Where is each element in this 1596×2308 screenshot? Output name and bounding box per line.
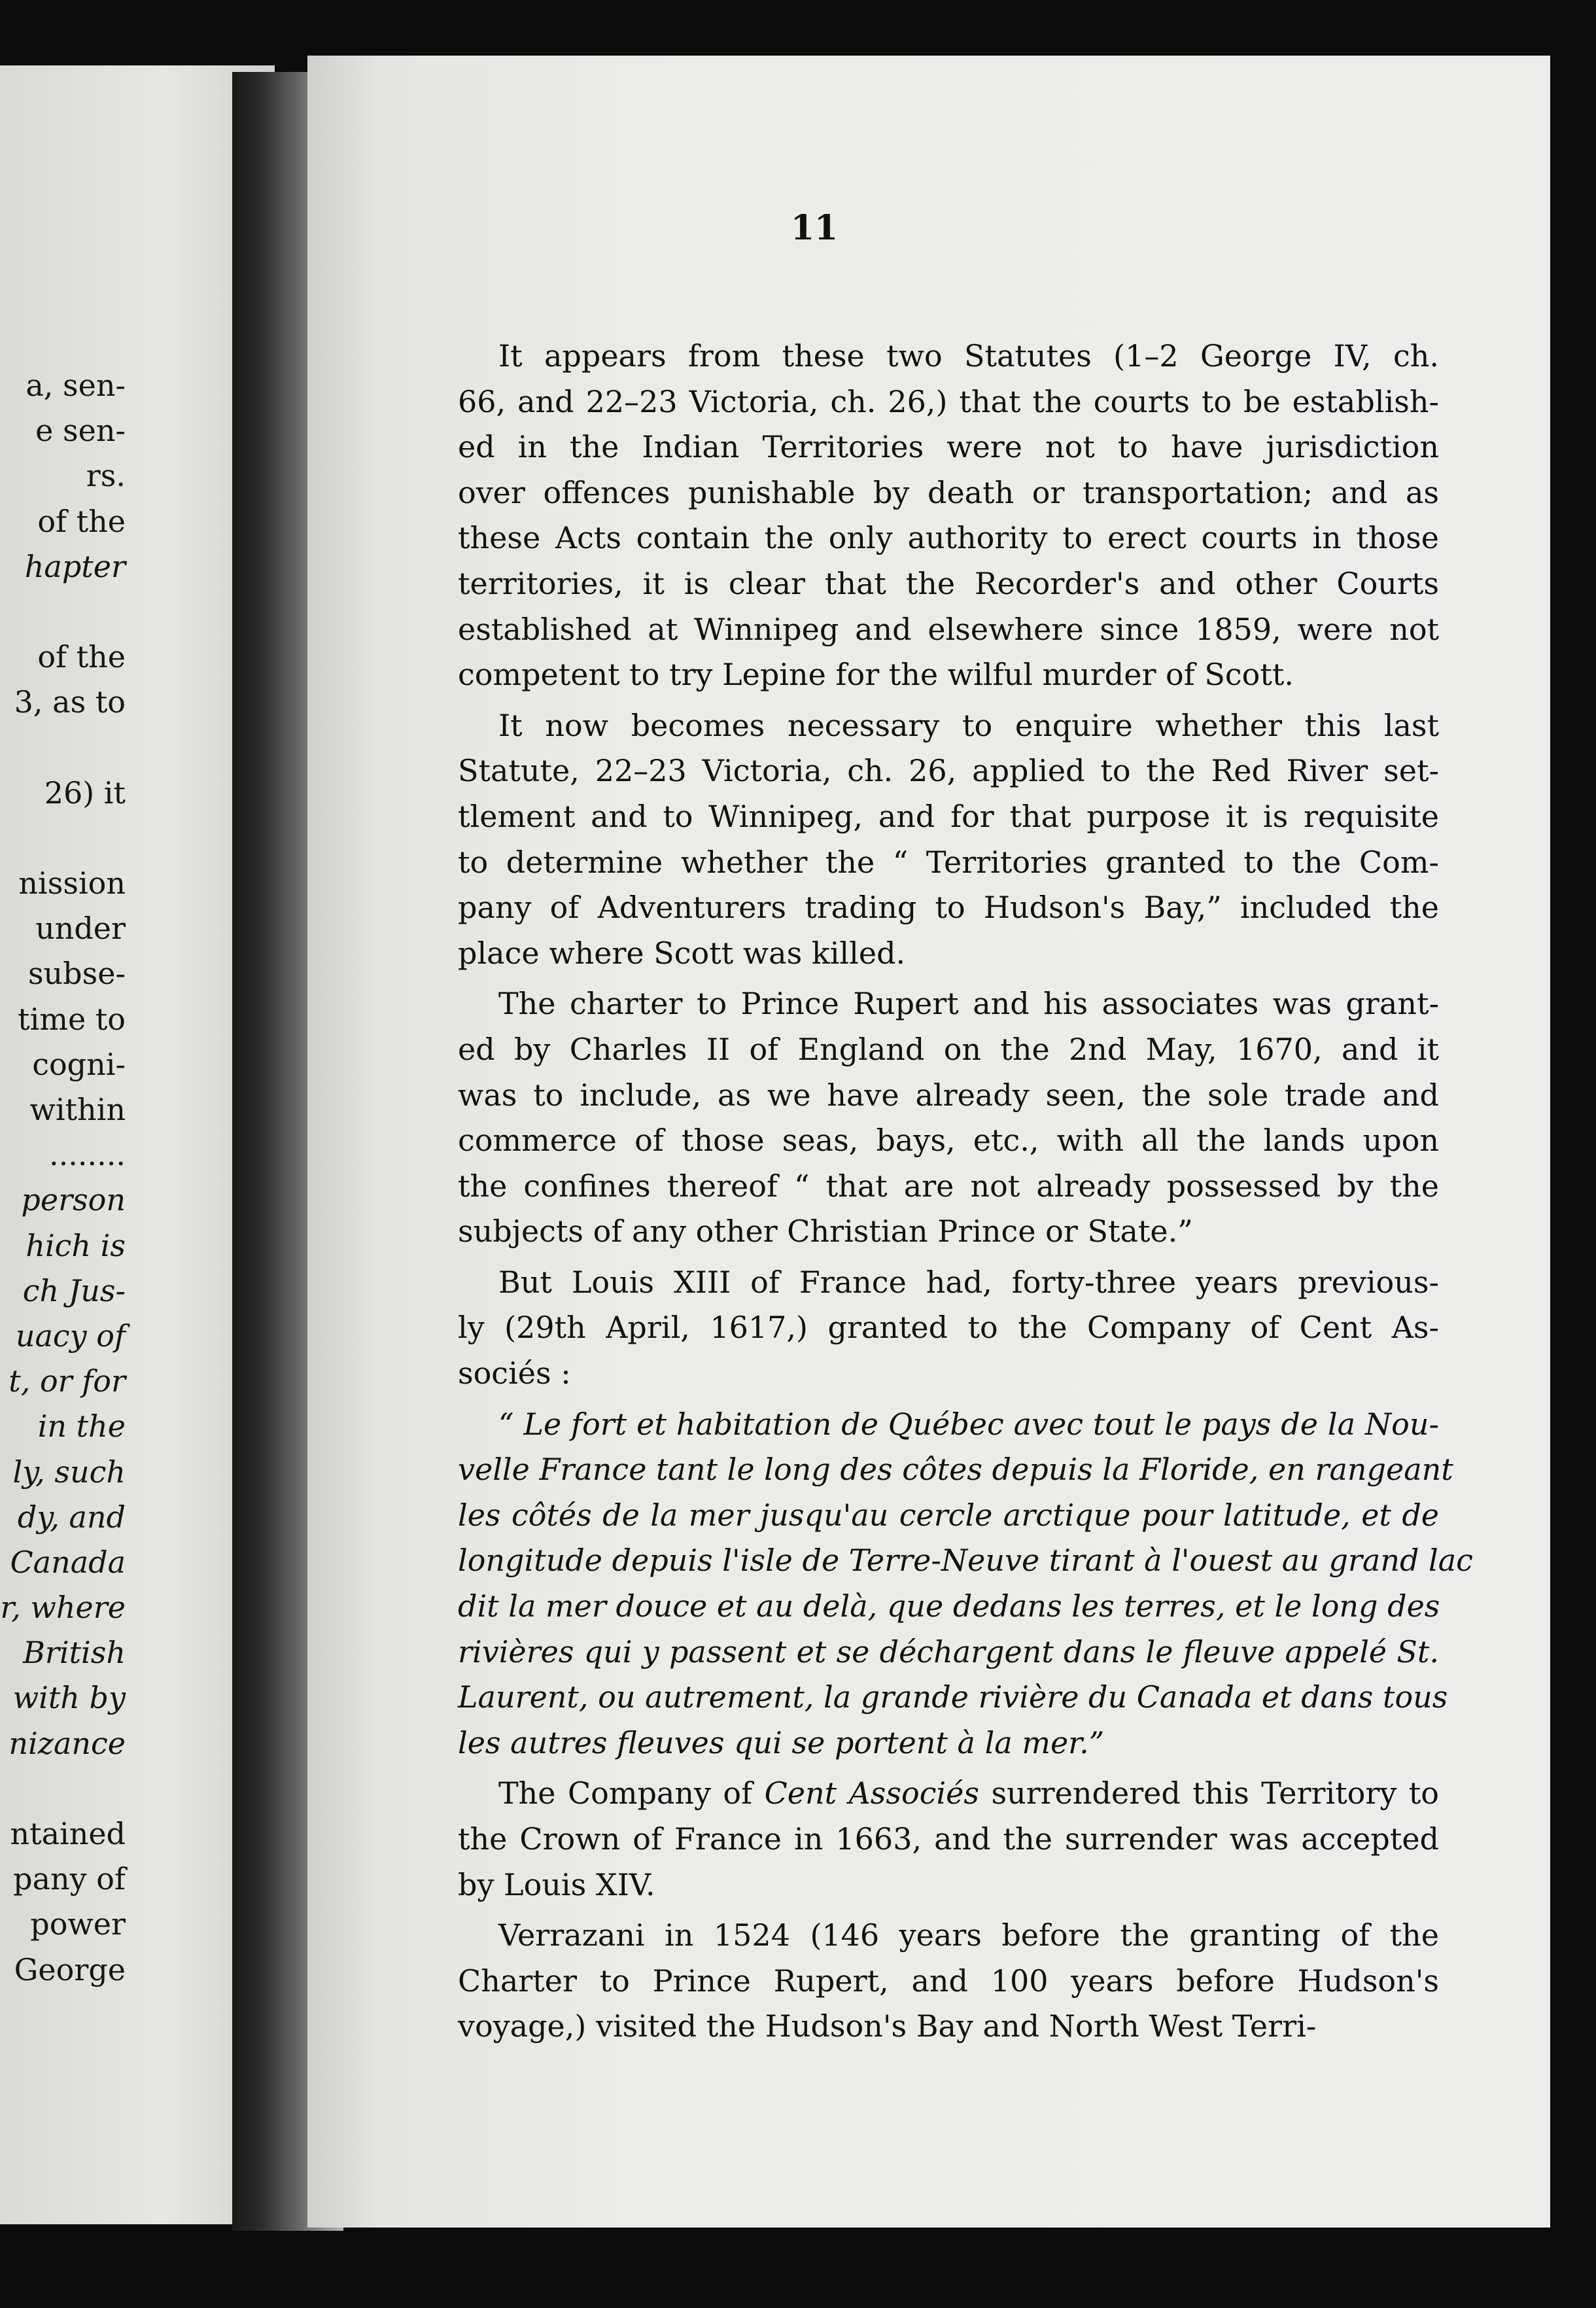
text-line: 66, and 22–23 Victoria, ch. 26,) that the courts to be establish- bbox=[458, 383, 1439, 419]
text-line: It appears from these two Statutes (1–2 George IV, ch. bbox=[498, 338, 1439, 374]
left-page-line: Canada bbox=[10, 1544, 126, 1580]
text-line: the Crown of France in 1663, and the surrender was accepted bbox=[458, 1821, 1439, 1857]
left-page-line: dy, and bbox=[17, 1499, 126, 1535]
text-line: Laurent, ou autrement, la grande rivière du Canada et dans tous bbox=[458, 1679, 1448, 1715]
text-line: by Louis XIV. bbox=[458, 1866, 655, 1902]
left-page-line: ........ bbox=[49, 1137, 126, 1173]
left-page-line: British bbox=[23, 1635, 126, 1671]
left-page-line: within bbox=[29, 1092, 126, 1127]
text-line: les côtés de la mer jusqu'au cercle arctique pour latitude, et de bbox=[458, 1497, 1439, 1533]
paragraph bbox=[458, 981, 1439, 1255]
left-page-line: rs. bbox=[86, 458, 126, 494]
italic-phrase: Cent Associés bbox=[764, 1775, 980, 1811]
text-line: les autres fleuves qui se portent à la mer.” bbox=[458, 1724, 1105, 1760]
left-page-line: nission bbox=[18, 866, 126, 901]
left-page-line: of the bbox=[37, 639, 126, 675]
text-line: “ Le fort et habitation de Québec avec tout le pays de la Nou- bbox=[498, 1406, 1439, 1442]
text-line: subjects of any other Christian Prince or State.” bbox=[458, 1214, 1193, 1250]
text-line: territories, it is clear that the Recorder's and other Courts bbox=[458, 565, 1439, 601]
text-line: dit la mer douce et au delà, que dedans les terres, et le long des bbox=[458, 1588, 1440, 1624]
text-line: to determine whether the “ Territories granted to the Com- bbox=[458, 844, 1439, 880]
text-line: commerce of those seas, bays, etc., with all the lands upon bbox=[458, 1123, 1439, 1159]
left-page-line: 3, as to bbox=[14, 684, 126, 720]
left-page-line: under bbox=[35, 911, 126, 947]
text-line: Charter to Prince Rupert, and 100 years before Hudson's bbox=[458, 1963, 1439, 1999]
left-page-line: ntained bbox=[10, 1816, 126, 1851]
left-page-line: ch Jus- bbox=[22, 1272, 126, 1308]
paragraph bbox=[458, 703, 1439, 977]
text-line: The Company of Cent Associés surrendered this Territory to bbox=[498, 1775, 1439, 1811]
text-line: over offences punishable by death or transportation; and as bbox=[458, 474, 1439, 510]
left-page-line: time to bbox=[18, 1001, 126, 1037]
text-line: established at Winnipeg and elsewhere since 1859, were not bbox=[458, 611, 1439, 647]
left-page-line: in the bbox=[37, 1408, 126, 1444]
left-page-line: power bbox=[30, 1906, 126, 1942]
text-line: place where Scott was killed. bbox=[458, 935, 906, 971]
paragraph bbox=[458, 1913, 1439, 2050]
text-line: rivières qui y passent et se déchargent dans le fleuve appelé St. bbox=[458, 1634, 1439, 1670]
text-line: the confines thereof “ that are not already possessed by the bbox=[458, 1168, 1439, 1204]
quoted-passage bbox=[458, 1402, 1473, 1766]
text-line: ed in the Indian Territories were not to have jurisdiction bbox=[458, 429, 1439, 465]
left-page-line: person bbox=[21, 1182, 126, 1218]
paragraph bbox=[458, 1771, 1439, 1908]
text-line: sociés : bbox=[458, 1355, 571, 1391]
left-page-line: pany of bbox=[13, 1861, 126, 1897]
left-page-line: hich is bbox=[26, 1227, 126, 1263]
text-line: ed by Charles II of England on the 2nd May, 1670, and it bbox=[458, 1031, 1439, 1067]
text-line: ly (29th April, 1617,) granted to the Company of Cent As- bbox=[458, 1310, 1439, 1346]
left-page-line: e sen- bbox=[35, 413, 126, 449]
left-page-line: uacy of bbox=[15, 1318, 126, 1354]
text-line: Verrazani in 1524 (146 years before the granting of the bbox=[498, 1917, 1439, 1953]
text-line: velle France tant le long des côtes depuis la Floride, en rangeant bbox=[458, 1452, 1453, 1488]
text-line: competent to try Lepine for the wilful murder of Scott. bbox=[458, 657, 1294, 693]
left-page-line: ly, such bbox=[12, 1454, 126, 1490]
left-page-line bbox=[0, 726, 126, 771]
page-number: 11 bbox=[790, 208, 839, 248]
left-page-line: nizance bbox=[9, 1725, 126, 1761]
paragraph bbox=[458, 1260, 1439, 1397]
left-page-line bbox=[0, 1766, 126, 1811]
text-line: voyage,) visited the Hudson's Bay and North West Terri- bbox=[458, 2008, 1317, 2044]
text-line: pany of Adventurers trading to Hudson's Bay,” included the bbox=[458, 890, 1439, 926]
paragraph bbox=[458, 334, 1439, 698]
left-page-line: of the bbox=[37, 503, 126, 539]
left-page-line: George bbox=[14, 1951, 126, 1987]
text-line: tlement and to Winnipeg, and for that purpose it is requisite bbox=[458, 798, 1439, 834]
page-body-text bbox=[458, 334, 1473, 2050]
text-line: Statute, 22–23 Victoria, ch. 26, applied to the Red River set- bbox=[458, 753, 1439, 789]
left-page-line bbox=[0, 816, 126, 861]
left-page-line: hapter bbox=[24, 548, 126, 584]
left-page-line: cogni- bbox=[32, 1046, 126, 1082]
text-line: The charter to Prince Rupert and his associates was grant- bbox=[498, 986, 1439, 1022]
left-page-line: r, where bbox=[0, 1590, 126, 1626]
text-line: these Acts contain the only authority to erect courts in those bbox=[458, 520, 1439, 556]
left-page-line bbox=[0, 589, 126, 635]
left-page-line: a, sen- bbox=[26, 368, 126, 403]
text-line: But Louis XIII of France had, forty-three years previous- bbox=[498, 1264, 1439, 1300]
left-page-text bbox=[0, 363, 126, 1993]
left-page-line: 26) it bbox=[44, 775, 126, 811]
left-page-line: with by bbox=[12, 1680, 126, 1716]
text-line: It now becomes necessary to enquire whether this last bbox=[498, 707, 1439, 743]
text-line: was to include, as we have already seen, the sole trade and bbox=[458, 1077, 1439, 1113]
text-line: longitude depuis l'isle de Terre-Neuve tirant à l'ouest au grand lac bbox=[458, 1543, 1473, 1579]
left-page-line: t, or for bbox=[9, 1363, 126, 1399]
left-page-line: subse- bbox=[27, 956, 126, 992]
